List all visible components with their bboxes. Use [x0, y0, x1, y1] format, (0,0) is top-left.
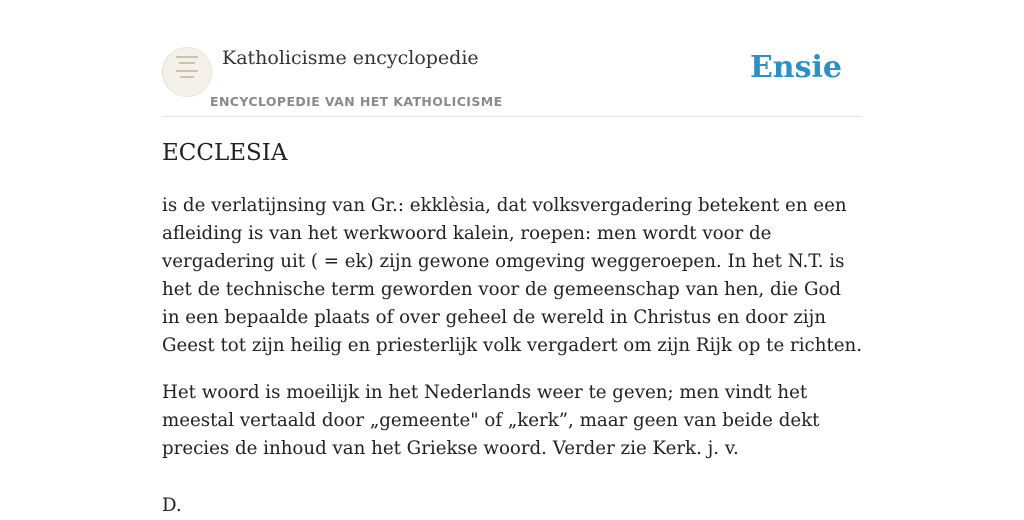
ensie-logo[interactable]: Ensie [749, 50, 842, 85]
article-paragraph: Het woord is moeilijk in het Nederlands weer te geven; men vindt het meestal vertaald door „gemeente" of „kerk”, maar geen van beide dekt precies de inhoud van het Griekse woord. Verder zie Kerk. j. v. [162, 382, 820, 459]
encyclopedia-cover-thumbnail[interactable] [162, 47, 212, 97]
article-body [162, 192, 862, 520]
article-author: D. [162, 495, 182, 516]
site-name[interactable]: Katholicisme encyclopedie [222, 47, 479, 69]
article-paragraph: is de verlatijnsing van Gr.: ekklèsia, dat volksvergadering betekent en een afleiding is van het werkwoord kalein, roepen: men wordt voor de vergadering uit ( = ek) zijn gewone omgeving weggeroepen. In het N.T. is het de technische term geworden voor de gemeenschap van hen, die God in een bepaalde plaats of over geheel de wereld in Christus en door zijn Geest tot zijn heilig en priesterlijk volk vergadert om zijn Rijk op te richten. [162, 195, 862, 356]
site-subtitle: ENCYCLOPEDIE VAN HET KATHOLICISME [210, 94, 503, 109]
article-title: ECCLESIA [162, 140, 288, 166]
site-header [162, 44, 862, 117]
